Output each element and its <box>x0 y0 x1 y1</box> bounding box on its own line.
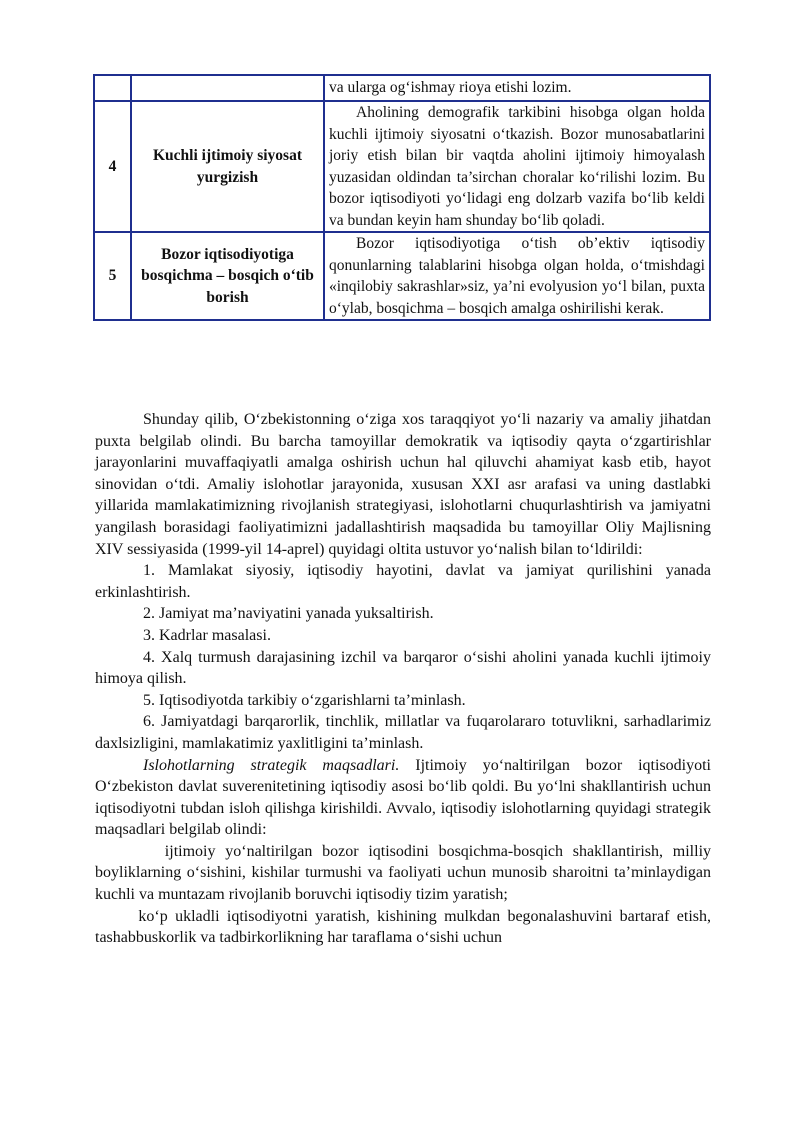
strategic-heading: Islohotlarning strategik maqsadlari. <box>143 756 400 774</box>
strategic-text: Ijtimoiy yo‘naltirilgan bozor iqtisodiyoti O‘zbekiston davlat suverenitetining iqtisodiy asosi bo‘lib qoldi. Bu yo‘lni shakllantirish uchun iqtisodiyotni tubdan isloh qilishga kirishildi. Avvalo, iqtisodiy islohotlarning quyidagi strategik maqsadlari belgilab olindi: <box>95 756 711 839</box>
strategic-paragraph <box>95 755 711 841</box>
list-item: 6. Jamiyatdagi barqarorlik, tinchlik, millatlar va fuqarolararo totuvlikni, sarhadlarimiz daxlsizligini, mamlakatimiz yaxlitligini ta’minlash. <box>95 713 711 752</box>
principle-name <box>131 75 324 101</box>
table-row <box>94 75 710 101</box>
bullet-text: ko‘p ukladli iqtisodiyotni yaratish, kishining mulkdan begonalashuvini bartaraf etish, tashabbuskorlik va tadbirkorlikning har taraflama o‘sishi uchun <box>95 907 712 947</box>
row-number <box>94 75 131 101</box>
row-number: 5 <box>94 232 131 320</box>
principle-description-text: Aholining demografik tarkibini hisobga olgan holda kuchli ijtimoiy siyosatni o‘tkazish. Bozor munosabatlarini joriy etish bilan bir vaqtda aholini ijtimoiy himoyalash yuzasidan oldindan ta’sirchan choralar ko‘rilishi lozim. Bu bozor iqtisodiyoti yo‘lidagi eng dolzarb vazifa bo‘lib keldi va bundan keyin ham shunday bo‘lib qoladi. <box>329 104 705 229</box>
list-item: 1. Mamlakat siyosiy, iqtisodiy hayotini, davlat va jamiyat qurilishini yanada erkinlashtirish. <box>95 562 711 601</box>
table-row <box>94 232 710 320</box>
bullet-item <box>95 906 711 949</box>
list-item: 2. Jamiyat ma’naviyatini yanada yuksaltirish. <box>143 605 434 623</box>
table-row <box>94 101 710 232</box>
bullet-item <box>95 841 711 906</box>
principle-name: Bozor iqtisodiyotiga bosqichma – bosqich o‘tib borish <box>131 232 324 320</box>
list-item: 4. Xalq turmush darajasining izchil va barqaror o‘sishi aholini yanada kuchli ijtimoiy himoya qilish. <box>95 648 711 688</box>
list-item: 3. Kadrlar masalasi. <box>143 626 271 644</box>
intro-paragraph: Shunday qilib, O‘zbekistonning o‘ziga xos taraqqiyot yo‘li nazariy va amaliy jihatdan puxta belgilab olindi. Bu barcha tamoyillar demokratik va iqtisodiy qayta o‘zgartirishlar jarayonlarini muvaffaqiyatli amalga oshirish uchun hal qiluvchi ahamiyat kasb etib, hayot sinovidan o‘tdi. Amaliy islohotlar jarayonida, xususan XXI asr arafasi va uning dastlabki yillarida mamlakatimizning rivojlanish strategiyasi, islohotlarni chuqurlashtirish va jamiyatni yangilash borasidagi faoliyatimizni jadallashtirish maqsadida bu tamoyillar Oliy Majlisning XIV sessiyasida (1999-yil 14-aprel) quyidagi oltita ustuvor yo‘nalish bilan to‘ldirildi: <box>95 411 711 558</box>
principle-description-text: Bozor iqtisodiyotiga o‘tish ob’ektiv iqtisodiy qonunlarning talablarini hisobga olgan holda, o‘tmishdagi «inqilobiy sakrashlar»siz, ya’ni evolyusion yo‘l bilan, puxta o‘ylab, bosqichma – bosqich amalga oshirilishi kerak. <box>329 235 705 317</box>
principle-description <box>324 101 710 232</box>
body-text <box>95 409 711 949</box>
principle-description: va ularga og‘ishmay rioya etishi lozim. <box>324 75 710 101</box>
list-item: 5. Iqtisodiyotda tarkibiy o‘zgarishlarni ta’minlash. <box>143 691 466 709</box>
principle-description <box>324 232 710 320</box>
principles-table <box>93 74 711 321</box>
row-number: 4 <box>94 101 131 232</box>
bullet-text: ijtimoiy yo‘naltirilgan bozor iqtisodini bosqichma-bosqich shakllantirish, milliy boyliklarning o‘sishini, kishilar turmushi va faoliyati uchun munosib sharoitni ta’minlaydigan kuchli va muntazam rivojlanib boruvchi iqtisodiy tizim yaratish; <box>95 842 712 904</box>
principle-name: Kuchli ijtimoiy siyosat yurgizish <box>131 101 324 232</box>
